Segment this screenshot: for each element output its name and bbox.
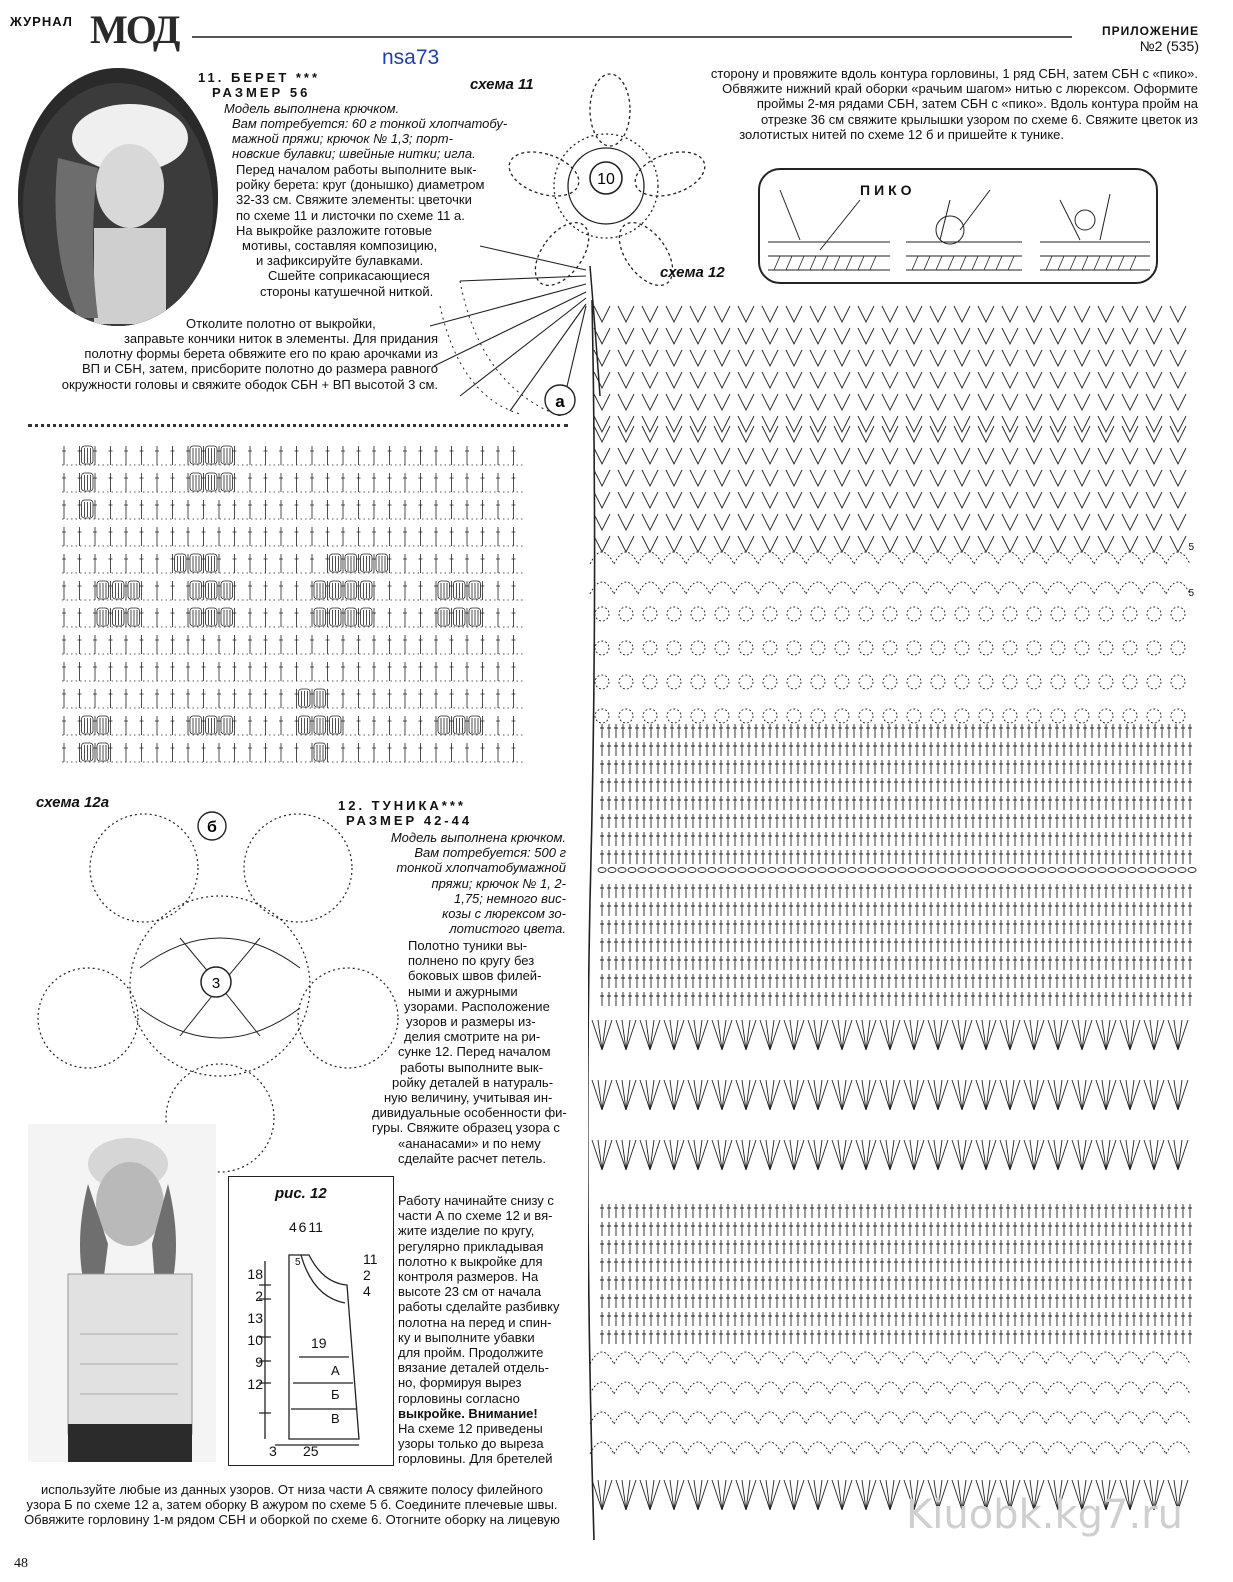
tunic-line: вязание деталей отдель-: [398, 1360, 549, 1376]
tunic-line: На схеме 12 приведены: [398, 1421, 543, 1437]
tunic-line: узоров и размеры из-: [406, 1014, 536, 1030]
beret-line: мотивы, составляя композицию,: [242, 238, 438, 254]
picot-diagram: [758, 168, 1158, 284]
section-divider: [28, 424, 568, 427]
tunic-line: ройку деталей в натураль-: [392, 1074, 554, 1090]
tunic-line: работы выполните вык-: [400, 1059, 543, 1075]
beret-size: РАЗМЕР 56: [212, 85, 311, 100]
beret-line: новские булавки; швейные нитки; игла.: [232, 146, 476, 162]
tunic-bottom-line: узора Б по схеме 12 а, затем оборку В ажуром по схеме 5 б. Соедините плечевые швы.: [26, 1497, 558, 1513]
issue-number: №2 (535): [1139, 38, 1199, 54]
tunic-line: узорами. Расположение: [404, 998, 550, 1014]
tunic-instructions: [372, 938, 568, 1166]
continued-line: золотистых нитей по схеме 12 б и пришейте к тунике.: [739, 126, 1064, 142]
pattern-bottom-dim: 25: [303, 1443, 319, 1459]
pattern-bottom-dim: 3: [269, 1443, 277, 1459]
tunic-size: РАЗМЕР 42-44: [346, 813, 473, 828]
tunic-line: боковых швов филей-: [408, 968, 542, 984]
row-marker: 5: [1188, 542, 1194, 553]
scheme-11-center-number: 10: [597, 171, 615, 188]
tunic-line: жите изделие по кругу,: [398, 1223, 535, 1239]
continued-line: сторону и провяжите вдоль контура горловины, 1 ряд СБН, затем СБН с «пико».: [710, 66, 1198, 81]
magazine-logo: МОД: [90, 7, 179, 52]
pattern-section-labels: [331, 1359, 340, 1431]
tunic-line: «ананасами» и по нему: [398, 1135, 541, 1151]
pattern-section: В: [331, 1411, 340, 1426]
tunic-line: лотистого цвета.: [449, 921, 566, 937]
tunic-line: Полотно туники вы-: [408, 938, 528, 953]
pattern-dim: 12: [247, 1376, 263, 1392]
beret-line: 32-33 см. Свяжите элементы: цветочки: [236, 192, 472, 208]
scheme-11-title: схема 11: [470, 76, 534, 93]
filet-grid: [58, 434, 528, 780]
beret-photo-illustration: [18, 68, 218, 326]
pattern-dim: 10: [247, 1332, 263, 1348]
magazine-label: ЖУРНАЛ: [10, 14, 73, 29]
tunic-line: выкройке. Внимание!: [398, 1405, 538, 1421]
tunic-line: ную величину, учитывая ин-: [384, 1090, 553, 1106]
pattern-mid-dim: 5: [295, 1257, 301, 1268]
tunic-line: гуры. Свяжите образец узора с: [372, 1120, 560, 1136]
scheme-11-leaf-label: а: [555, 392, 565, 411]
tunic-line: сунке 12. Перед началом: [398, 1044, 551, 1060]
tunic-line: тонкой хлопчатобумажной: [396, 860, 566, 876]
tunic-line: но, формируя вырез: [398, 1375, 522, 1391]
tunic-line: полотна на перед и спин-: [398, 1314, 552, 1330]
continued-line: проймы 2-мя рядами СБН, затем СБН с «пико». Вдоль контура пройм на: [756, 96, 1198, 112]
scheme-12-title: схема 12: [660, 264, 725, 281]
pattern-right-dims: [363, 1251, 378, 1299]
tunic-line: козы с люрексом зо-: [442, 906, 566, 922]
tunic-line: ными и ажурными: [408, 983, 518, 999]
continued-line: отрезке 36 см свяжите крылышки узором по схеме 6. Свяжите цветок из: [760, 111, 1198, 127]
scheme-12a-label: б: [207, 819, 217, 836]
pattern-figure: [228, 1176, 394, 1466]
pattern-dim: 13: [247, 1310, 263, 1326]
tunic-line: сделайте расчет петель.: [398, 1150, 546, 1166]
continued-text: [652, 66, 1198, 142]
beret-line: Перед началом работы выполните вык-: [236, 162, 477, 177]
tunic-line: узоры только до выреза: [398, 1436, 544, 1452]
site-watermark: Kiuobk.kg7.ru: [906, 1492, 1183, 1538]
row-marker: 5: [1188, 588, 1194, 599]
pattern-section: А: [331, 1363, 340, 1378]
beret-line: ВП и СБН, затем, присборите полотно до размера равного: [81, 361, 438, 377]
pattern-section: Б: [331, 1387, 340, 1402]
tunic-heading: [336, 798, 566, 828]
tunic-line: работы сделайте разбивку: [398, 1299, 560, 1315]
beret-line: заправьте кончики ниток в элементы. Для придания: [123, 331, 438, 346]
beret-line: На выкройке разложите готовые: [236, 222, 433, 238]
pattern-dim: 2: [363, 1267, 371, 1283]
pattern-title: рис. 12: [275, 1185, 327, 1202]
beret-line: Отколите полотно от выкройки,: [186, 316, 376, 331]
tunic-line: регулярно прикладывая: [398, 1238, 544, 1254]
appendix-label: ПРИЛОЖЕНИЕ: [1102, 24, 1199, 38]
uploader-watermark: nsa73: [382, 46, 440, 69]
beret-outro: [18, 331, 438, 392]
beret-line: окружности головы и свяжите ободок СБН + ВП высотой 3 см.: [61, 376, 438, 392]
tunic-requirements: [340, 830, 566, 936]
beret-photo: [18, 68, 218, 326]
pattern-dim: 11: [363, 1251, 378, 1267]
beret-title: 11. БЕРЕТ ***: [198, 70, 321, 85]
filet-chart: [58, 434, 528, 780]
tunic-instructions-2: [398, 1193, 568, 1467]
pattern-mid-dim: 19: [311, 1335, 327, 1351]
beret-intro: Модель выполнена крючком.: [224, 101, 400, 116]
beret-line: Вам потребуется: 60 г тонкой хлопчатобу-: [232, 116, 508, 131]
tunic-bottom-line: Обвяжите горловину 1-м рядом СБН и оборкой по схеме 6. Отогните оборку на лицевую: [24, 1512, 560, 1528]
tunic-line: 1,75; немного вис-: [453, 890, 566, 906]
header-rule: [192, 36, 1072, 38]
picot-steps-illustration: [760, 170, 1156, 282]
tunic-closing: [14, 1482, 570, 1528]
scheme-12a-center-number: 3: [211, 975, 221, 992]
tunic-photo-illustration: [28, 1124, 216, 1462]
tunic-line: Вам потребуется: 500 г: [414, 845, 566, 861]
scheme-12-chart: [588, 300, 1200, 1540]
beret-line: Сшейте соприкасающиеся: [268, 268, 430, 284]
tunic-line: Модель выполнена крючком.: [390, 830, 566, 845]
pattern-dim: 18: [247, 1266, 263, 1282]
beret-line: ройку берета: круг (донышко) диаметром: [236, 177, 485, 193]
pattern-left-dims: [239, 1263, 263, 1395]
tunic-title: 12. ТУНИКА***: [338, 798, 466, 813]
pattern-dim: 9: [255, 1354, 263, 1370]
pattern-dim: 2: [255, 1288, 263, 1304]
pattern-top-dims: 4 6 11: [289, 1219, 323, 1235]
tunic-photo: [28, 1124, 216, 1462]
beret-line: стороны катушечной ниткой.: [260, 283, 434, 299]
tunic-line: полнено по кругу без: [408, 953, 535, 969]
scheme-12-stitch-pattern: [588, 300, 1200, 1540]
tunic-line: горловины. Для бретелей: [398, 1451, 553, 1467]
beret-line: мажной пряжи; крючок № 1,3; порт-: [232, 131, 453, 147]
continued-line: Обвяжите нижний край оборки «рачьим шагом» нитью с люрексом. Оформите: [722, 81, 1198, 97]
tunic-line: Работу начинайте снизу с: [398, 1193, 554, 1208]
beret-line: по схеме 11 и листочки по схеме 11 а.: [236, 207, 465, 223]
tunic-line: ку и выполните убавки: [398, 1329, 535, 1345]
tunic-line: горловины согласно: [398, 1390, 520, 1406]
beret-line: полотну формы берета обвяжите его по краю арочками из: [84, 346, 438, 362]
tunic-line: пряжи; крючок № 1, 2-: [431, 875, 566, 891]
tunic-line: дивидуальные особенности фи-: [372, 1105, 567, 1121]
tunic-line: для пройм. Продолжите: [398, 1345, 544, 1361]
tunic-line: контроля размеров. На: [398, 1269, 539, 1285]
pattern-dim: 4: [363, 1283, 371, 1299]
tunic-line: части А по схеме 12 и вя-: [398, 1208, 553, 1224]
scheme-12a-title: схема 12а: [36, 794, 110, 811]
page-number: 48: [14, 1556, 28, 1571]
beret-line: и зафиксируйте булавками.: [256, 253, 424, 269]
tunic-line: полотно к выкройке для: [398, 1253, 543, 1269]
tunic-line: делия смотрите на ри-: [404, 1029, 541, 1045]
tunic-bottom-line: используйте любые из данных узоров. От низа части А свяжите полосу филейного: [40, 1482, 544, 1497]
tunic-line: высоте 23 см от начала: [398, 1284, 542, 1300]
picot-title: ПИКО: [860, 182, 916, 198]
